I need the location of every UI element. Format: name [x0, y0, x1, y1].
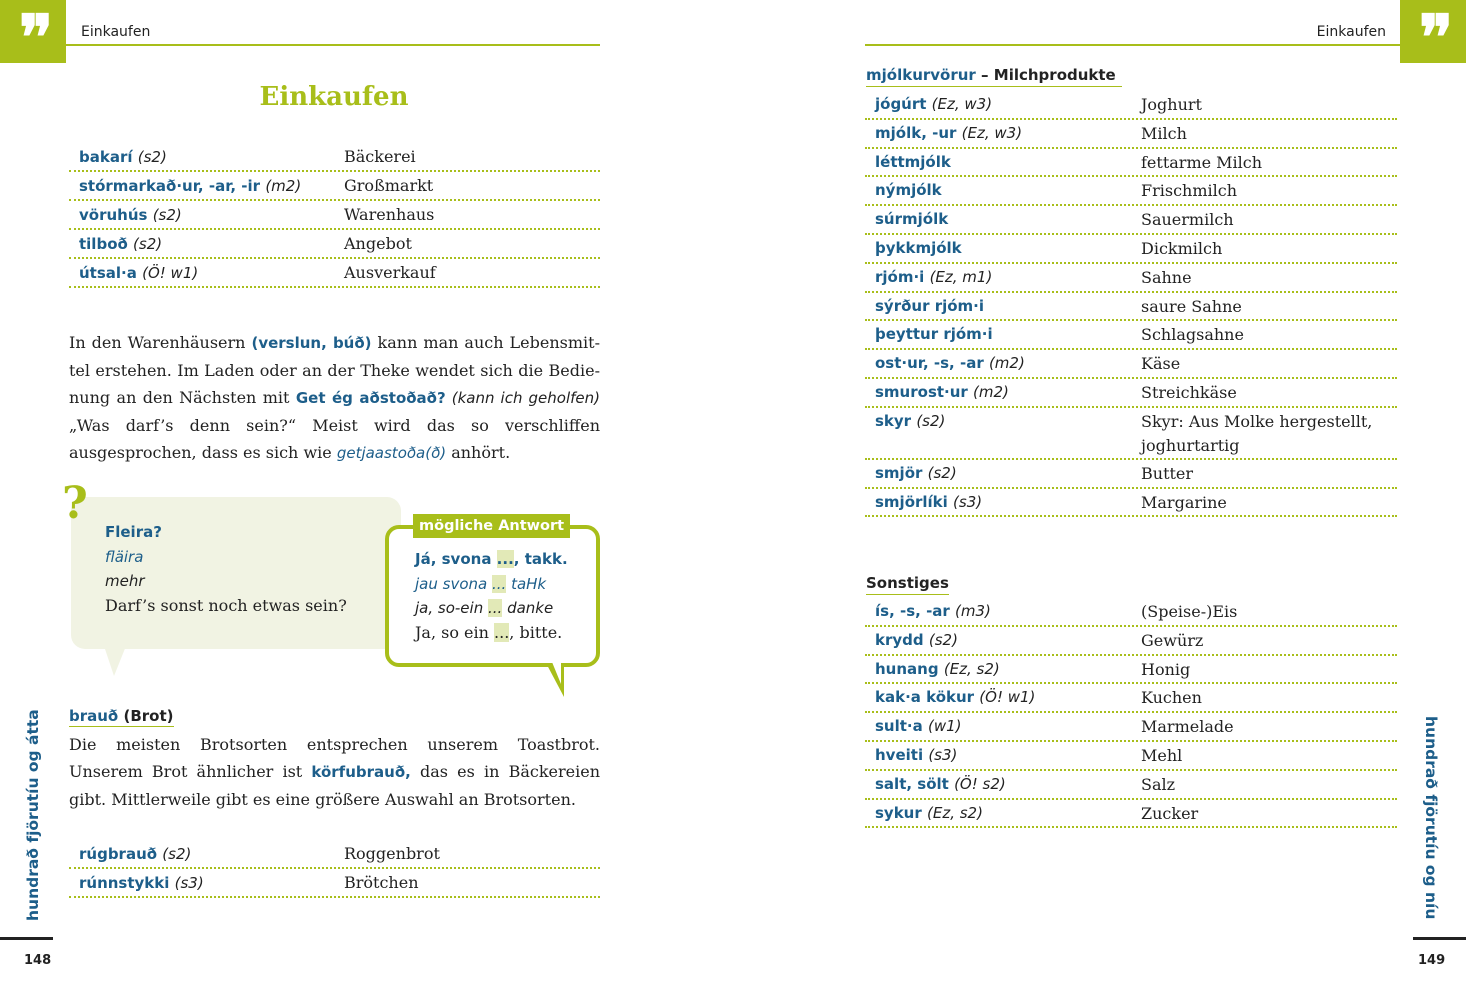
- vocab-term: léttmjólk: [875, 152, 951, 171]
- vocab-row: [69, 840, 600, 869]
- vocab-translation: Butter: [1141, 463, 1194, 483]
- vocab-term: útsal·a (Ö! w1): [79, 263, 199, 282]
- vocab-table-bread: [69, 840, 600, 898]
- vocab-row: [865, 742, 1397, 771]
- grammar-note: (m2): [973, 382, 1009, 401]
- quote-badge-right: ❜❜: [1400, 0, 1466, 63]
- grammar-note: (m3): [955, 602, 991, 620]
- vocab-translation: Margarine: [1141, 492, 1227, 512]
- question-icelandic: Fleira?: [105, 523, 162, 541]
- vocab-term: ís, -s, -ar (m3): [875, 602, 991, 620]
- grammar-note: (Ez, w3): [931, 95, 993, 113]
- pronunciation: getjaastoða(ð): [336, 444, 447, 462]
- vocab-translation: Mehl: [1141, 745, 1183, 765]
- answer-icelandic: Já, svona ..., takk.: [415, 550, 568, 568]
- vocab-translation: Salz: [1141, 774, 1176, 794]
- icelandic-term: Get ég aðstoðað?: [295, 389, 446, 407]
- vocab-row: [69, 172, 600, 201]
- page-title: Einkaufen: [259, 82, 409, 112]
- vocab-term: stórmarkað·ur, -ar, -ir (m2): [79, 176, 302, 195]
- answer-literal: ja, so-ein ... danke: [415, 599, 554, 617]
- grammar-note: (s3): [174, 873, 204, 892]
- vocab-term: tilboð (s2): [79, 234, 163, 253]
- vocab-translation: Zucker: [1141, 803, 1199, 823]
- vocab-translation: (Speise-)Eis: [1141, 602, 1238, 621]
- vocab-translation: Marmelade: [1141, 717, 1234, 737]
- vocab-translation: Roggenbrot: [344, 844, 440, 863]
- vocab-translation: Schlagsahne: [1141, 325, 1244, 345]
- vocab-term: salt, sölt (Ö! s2): [875, 774, 1006, 793]
- vocab-term: skyr (s2): [875, 411, 946, 430]
- vocab-row: [865, 713, 1397, 742]
- vocab-row: [865, 235, 1397, 264]
- page-number-left: 148: [24, 953, 52, 968]
- vocab-row: [865, 598, 1397, 627]
- vocab-term: mjólk, -ur (Ez, w3): [875, 123, 1023, 142]
- page-number-right: 149: [1418, 953, 1446, 968]
- vocab-row: [865, 206, 1397, 235]
- grammar-note: (Ö! w1): [979, 688, 1036, 707]
- vocab-row: [865, 489, 1397, 518]
- grammar-note: (s2): [137, 147, 167, 166]
- vocab-term: þeyttur rjóm·i: [875, 325, 993, 344]
- vocab-row: [865, 656, 1397, 685]
- grammar-note: (Ez, s2): [927, 803, 983, 822]
- header-rule-right: [865, 44, 1400, 46]
- vocab-translation: Gewürz: [1141, 630, 1204, 650]
- grammar-note: (m2): [988, 354, 1025, 373]
- section-heading-milk: mjólkurvörur – Milchprodukte: [866, 66, 1122, 87]
- paragraph-brot: Die meisten Brotsorten entsprechen unserem Toastbrot. Unserem Brot ähnlicher ist körfubrauð, das es in Bäckereien gibt. Mittlerweile gibt es eine größere Auswahl an Brotsorten.: [69, 735, 600, 809]
- running-head-right: Einkaufen: [1316, 24, 1386, 40]
- grammar-note: (Ez, w3): [961, 123, 1023, 142]
- vocab-term: sýrður rjóm·i: [875, 296, 985, 315]
- question-mark-icon: ?: [62, 478, 88, 529]
- vocab-term: krydd (s2): [875, 630, 958, 649]
- question-bubble-tail: [104, 646, 126, 676]
- side-page-label-left: hundrað fjörutíu og átta: [24, 709, 42, 921]
- vocab-row: [865, 321, 1397, 350]
- icelandic-term: körfubrauð,: [311, 763, 411, 781]
- vocab-translation: Brötchen: [344, 873, 419, 892]
- vocab-row: [865, 264, 1397, 293]
- question-pronunciation: fläira: [105, 547, 144, 566]
- vocab-row: [865, 800, 1397, 829]
- vocab-table-milk: [865, 91, 1397, 517]
- vocab-row: [69, 143, 600, 172]
- answer-text: [415, 547, 568, 645]
- vocab-row: [865, 350, 1397, 379]
- vocab-translation: Bäckerei: [344, 147, 416, 166]
- vocab-row: [69, 869, 600, 898]
- vocab-term: nýmjólk: [875, 181, 942, 200]
- footer-rule-right: [1413, 937, 1466, 940]
- grammar-note: (w1): [927, 717, 962, 736]
- question-literal: mehr: [105, 572, 145, 590]
- grammar-note: (s2): [152, 205, 182, 224]
- vocab-table-misc: [865, 598, 1397, 828]
- vocab-translation: Kuchen: [1141, 688, 1202, 708]
- answer-german: Ja, so ein ..., bitte.: [415, 622, 563, 642]
- vocab-term: sykur (Ez, s2): [875, 803, 983, 822]
- vocab-translation: Sauermilch: [1141, 210, 1234, 230]
- paragraph-warenhaus: In den Warenhäusern (verslun, búð) kann man auch Lebensmittel erstehen. Im Laden oder an der Theke wendet sich die Bedienung an den Nächsten mit Get ég aðstoðað? (kann ich geholfen) „Was darf’s denn sein?“ Meist wird das so verschliffen ausgesprochen, dass es sich wie getjaastoða(ð) anhört.: [69, 333, 600, 462]
- vocab-translation: Skyr: Aus Molke hergestellt, joghurtartig: [1141, 411, 1373, 455]
- grammar-note: (s3): [928, 745, 958, 764]
- vocab-term: smurost·ur (m2): [875, 382, 1009, 401]
- grammar-note: (Ez, s2): [943, 659, 1000, 678]
- vocab-row: [865, 177, 1397, 206]
- section-heading-misc: Sonstiges: [866, 574, 949, 595]
- vocab-term: sult·a (w1): [875, 717, 962, 736]
- icelandic-term: (verslun, búð): [251, 334, 372, 352]
- grammar-note: (s2): [916, 411, 946, 430]
- vocab-row: [865, 293, 1397, 322]
- vocab-row: [865, 460, 1397, 489]
- brot-heading: brauð (Brot): [69, 707, 174, 725]
- quote-badge-left: ❜❜: [0, 0, 66, 63]
- vocab-translation: Käse: [1141, 354, 1181, 374]
- vocab-term: rúnnstykki (s3): [79, 873, 204, 892]
- vocab-term: hveiti (s3): [875, 745, 958, 764]
- vocab-translation: Angebot: [344, 234, 412, 253]
- grammar-note: (Ö! w1): [142, 263, 199, 282]
- vocab-row: [69, 259, 600, 288]
- vocab-term: rjóm·i (Ez, m1): [875, 267, 993, 286]
- vocab-term: smjörlíki (s3): [875, 492, 983, 511]
- vocab-term: ost·ur, -s, -ar (m2): [875, 354, 1025, 373]
- grammar-note: (s2): [927, 463, 957, 482]
- vocab-row: [865, 684, 1397, 713]
- vocab-translation: Warenhaus: [344, 205, 435, 224]
- footer-rule-left: [0, 937, 53, 940]
- vocab-row: [865, 379, 1397, 408]
- grammar-note: (s2): [928, 630, 958, 649]
- vocab-translation: Frischmilch: [1141, 181, 1238, 201]
- vocab-translation: Streichkäse: [1141, 382, 1237, 402]
- vocab-table-shops: [69, 143, 600, 288]
- answer-tag: mögliche Antwort: [413, 514, 570, 538]
- grammar-note: (Ez, m1): [929, 267, 993, 286]
- vocab-row: [69, 201, 600, 230]
- vocab-translation: Joghurt: [1141, 95, 1202, 114]
- running-head-left: Einkaufen: [81, 24, 151, 40]
- answer-bubble-tail-inner: [552, 662, 561, 684]
- vocab-translation: Honig: [1141, 659, 1191, 679]
- vocab-row: [865, 91, 1397, 120]
- vocab-row: [865, 149, 1397, 178]
- grammar-note: (m2): [265, 176, 302, 195]
- vocab-row: [865, 771, 1397, 800]
- vocab-term: rúgbrauð (s2): [79, 844, 192, 863]
- vocab-translation: Sahne: [1141, 267, 1192, 287]
- vocab-term: þykkmjólk: [875, 238, 962, 257]
- vocab-row: [69, 230, 600, 259]
- vocab-translation: Milch: [1141, 123, 1187, 143]
- header-rule-left: [66, 44, 600, 46]
- vocab-term: hunang (Ez, s2): [875, 659, 1000, 678]
- vocab-row: [865, 120, 1397, 149]
- vocab-translation: Großmarkt: [344, 176, 434, 195]
- vocab-term: bakarí (s2): [79, 147, 167, 166]
- vocab-translation: saure Sahne: [1141, 296, 1242, 316]
- answer-pronunciation: jau svona ... taHk: [415, 574, 547, 593]
- vocab-row: [865, 627, 1397, 656]
- question-german: Darf’s sonst noch etwas sein?: [105, 595, 347, 615]
- vocab-translation: Dickmilch: [1141, 238, 1223, 258]
- grammar-note: (Ö! s2): [954, 774, 1006, 793]
- vocab-term: smjör (s2): [875, 463, 957, 482]
- vocab-term: súrmjólk: [875, 210, 949, 229]
- vocab-term: vöruhús (s2): [79, 205, 182, 224]
- grammar-note: (s2): [133, 234, 163, 253]
- vocab-translation: Ausverkauf: [344, 263, 436, 282]
- vocab-translation: fettarme Milch: [1141, 152, 1263, 172]
- grammar-note: (s2): [162, 844, 192, 863]
- vocab-row: [865, 408, 1397, 460]
- vocab-term: kak·a kökur (Ö! w1): [875, 688, 1036, 707]
- vocab-term: jógúrt (Ez, w3): [875, 95, 993, 113]
- question-text: [105, 520, 347, 618]
- side-page-label-right: hundrað fjörutíu og níu: [1422, 716, 1440, 920]
- grammar-note: (s3): [953, 492, 983, 511]
